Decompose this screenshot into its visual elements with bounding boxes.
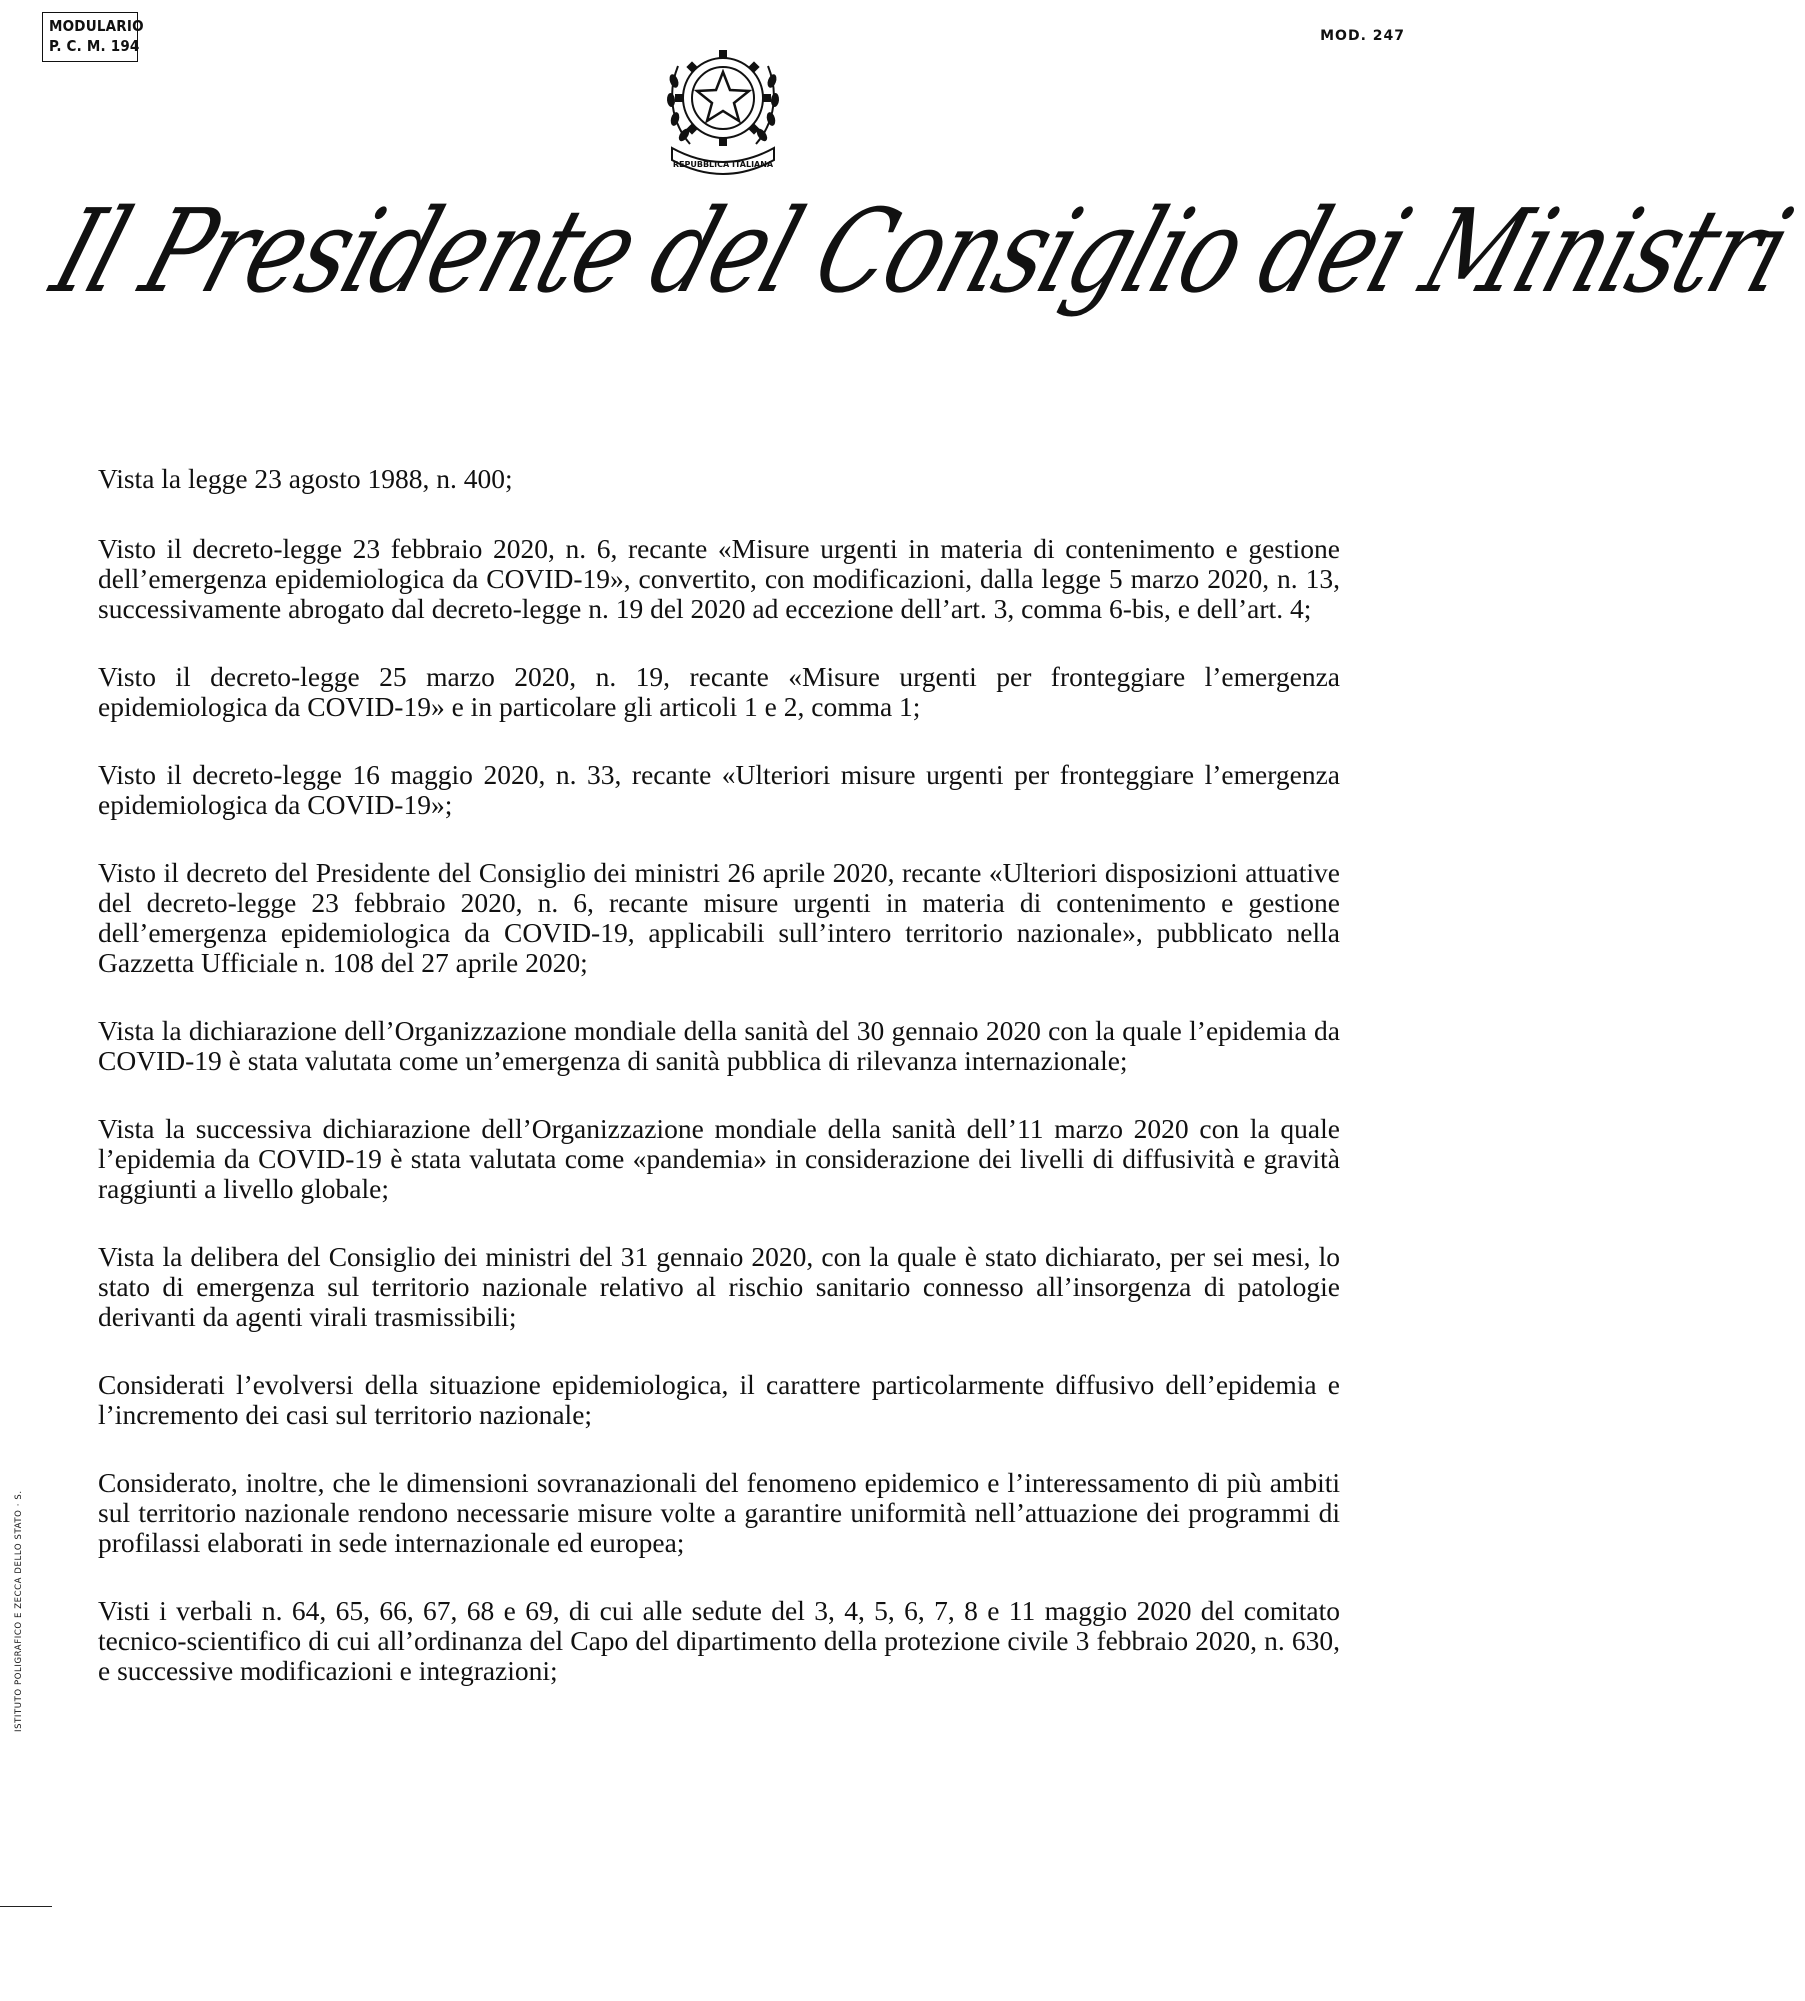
form-code-line-1: MODULARIO	[49, 17, 144, 35]
paragraph-evoluzione-epidemia: Considerati l’evolversi della situazione epidemiologica, il carattere particolarmente diffusivo dell’epidemia e l’incremento dei casi sul territorio nazionale;	[98, 1369, 1340, 1430]
margin-rule	[0, 1906, 52, 1907]
form-code-box	[42, 12, 144, 62]
paragraph-dl-19-2020: Visto il decreto-legge 25 marzo 2020, n. 19, recante «Misure urgenti per fronteggiare l’emergenza epidemiologica da COVID-19» e in particolare gli articoli 1 e 2, comma 1;	[98, 661, 1340, 722]
printer-side-note: ISTITUTO POLIGRAFICO E ZECCA DELLO STATO · S.	[14, 1490, 24, 1732]
paragraph-dpcm-26-aprile: Visto il decreto del Presidente del Consiglio dei ministri 26 aprile 2020, recante «Ulteriori disposizioni attuative del decreto-legge 23 febbraio 2020, n. 6, recante misure urgenti in materia di contenimento e gestione dell’emergenza epidemiologica da COVID-19, applicabili sull’intero territorio nazionale», pubblicato nella Gazzetta Ufficiale n. 108 del 27 aprile 2020;	[98, 857, 1340, 978]
document-heading	[38, 170, 1805, 370]
document-body	[98, 464, 1340, 1724]
paragraph-dl-33-2020: Visto il decreto-legge 16 maggio 2020, n. 33, recante «Ulteriori misure urgenti per fronteggiare l’emergenza epidemiologica da COVID-19»;	[98, 759, 1340, 820]
paragraph-dl-6-2020: Visto il decreto-legge 23 febbraio 2020, n. 6, recante «Misure urgenti in materia di contenimento e gestione dell’emergenza epidemiologica da COVID-19», convertito, con modificazioni, dalla legge 5 marzo 2020, n. 13, successivamente abrogato dal decreto-legge n. 19 del 2020 ad eccezione dell’art. 3, comma 6-bis, e dell’art. 4;	[98, 533, 1340, 624]
model-code: MOD. 247	[1320, 28, 1405, 44]
page-title: Il Presidente del Consiglio dei Ministri	[38, 184, 1805, 319]
form-code-line-2: P. C. M. 194	[49, 37, 140, 55]
paragraph-oms-30-gennaio: Vista la dichiarazione dell’Organizzazione mondiale della sanità del 30 gennaio 2020 con la quale l’epidemia da COVID-19 è stata valutata come un’emergenza di sanità pubblica di rilevanza internazionale;	[98, 1015, 1340, 1076]
paragraph-delibera-31-gennaio: Vista la delibera del Consiglio dei ministri del 31 gennaio 2020, con la quale è stato dichiarato, per sei mesi, lo stato di emergenza sul territorio nazionale relativo al rischio sanitario connesso all’insorgenza di patologie derivanti da agenti virali trasmissibili;	[98, 1241, 1340, 1332]
paragraph-dimensioni-sovranazionali: Considerato, inoltre, che le dimensioni sovranazionali del fenomeno epidemico e l’interessamento di più ambiti sul territorio nazionale rendono necessarie misure volte a garantire uniformità nell’attuazione dei programmi di profilassi elaborati in sede internazionale ed europea;	[98, 1467, 1340, 1558]
paragraph-legge-400: Vista la legge 23 agosto 1988, n. 400;	[98, 463, 513, 494]
italian-republic-emblem	[660, 36, 786, 184]
emblem-ribbon-text: REPUBBLICA ITALIANA	[672, 160, 774, 169]
paragraph-verbali-cts: Visti i verbali n. 64, 65, 66, 67, 68 e 69, di cui alle sedute del 3, 4, 5, 6, 7, 8 e 11 maggio 2020 del comitato tecnico-scientifico di cui all’ordinanza del Capo del dipartimento della protezione civile 3 febbraio 2020, n. 630, e successive modificazioni e integrazioni;	[98, 1595, 1340, 1686]
paragraph-oms-11-marzo: Vista la successiva dichiarazione dell’Organizzazione mondiale della sanità dell’11 marzo 2020 con la quale l’epidemia da COVID-19 è stata valutata come «pandemia» in considerazione dei livelli di diffusività e gravità raggiunti a livello globale;	[98, 1113, 1340, 1204]
